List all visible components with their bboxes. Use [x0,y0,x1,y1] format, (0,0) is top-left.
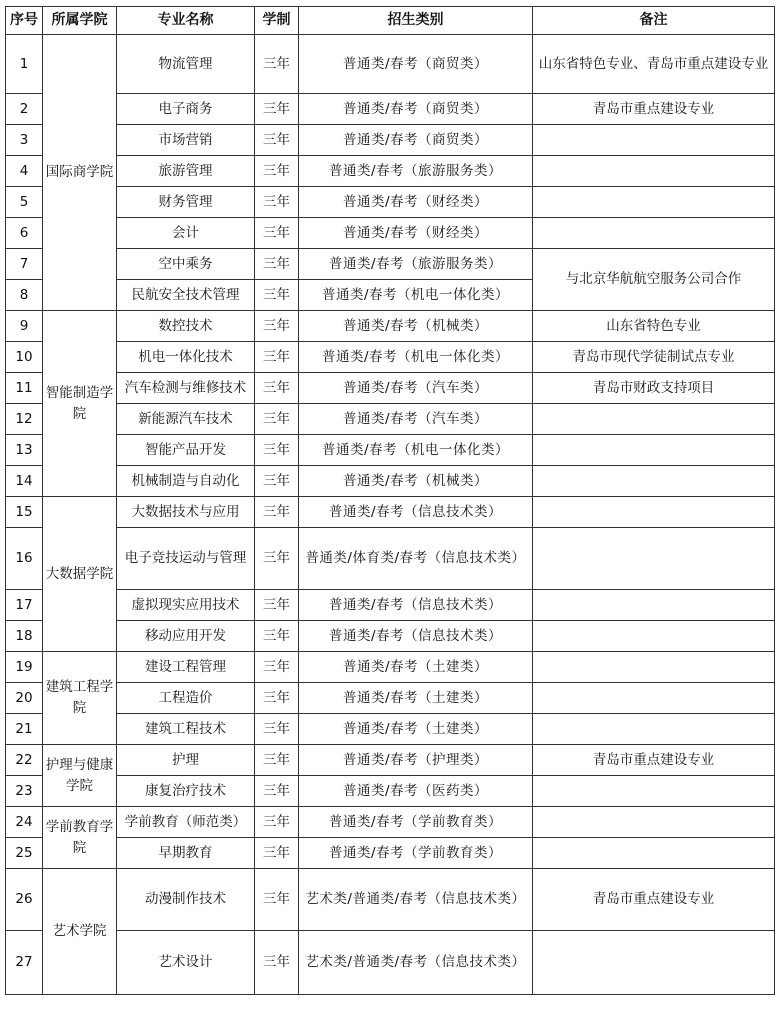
table-row [6,187,775,218]
major-name: 空中乘务 [117,249,255,280]
note: 青岛市重点建设专业 [533,94,775,125]
note [533,683,775,714]
table-row [6,94,775,125]
enrollment-category: 普通类/春考（商贸类） [299,94,533,125]
enrollment-category: 普通类/春考（土建类） [299,683,533,714]
duration: 三年 [255,745,299,776]
table-row [6,714,775,745]
major-name: 会计 [117,218,255,249]
row-number: 24 [6,807,43,838]
major-name: 数控技术 [117,311,255,342]
row-number: 12 [6,404,43,435]
note [533,714,775,745]
row-number: 21 [6,714,43,745]
row-number: 2 [6,94,43,125]
enrollment-category: 普通类/春考（医药类） [299,776,533,807]
enrollment-category: 艺术类/普通类/春考（信息技术类） [299,869,533,931]
table-row [6,652,775,683]
enrollment-category: 普通类/春考（机械类） [299,466,533,497]
enrollment-category: 普通类/春考（商贸类） [299,35,533,94]
major-name: 艺术设计 [117,931,255,995]
row-number: 11 [6,373,43,404]
table-row [6,35,775,94]
enrollment-category: 普通类/体育类/春考（信息技术类） [299,528,533,590]
major-name: 智能产品开发 [117,435,255,466]
duration: 三年 [255,838,299,869]
duration: 三年 [255,187,299,218]
enrollment-category: 普通类/春考（财经类） [299,187,533,218]
duration: 三年 [255,249,299,280]
enrollment-category: 普通类/春考（汽车类） [299,373,533,404]
note [533,621,775,652]
major-name: 护理 [117,745,255,776]
header-college: 所属学院 [43,7,117,35]
college-name: 护理与健康学院 [43,745,117,807]
note: 山东省特色专业、青岛市重点建设专业 [533,35,775,94]
duration: 三年 [255,94,299,125]
duration: 三年 [255,807,299,838]
table-row [6,373,775,404]
table-row [6,590,775,621]
duration: 三年 [255,776,299,807]
enrollment-category: 普通类/春考（信息技术类） [299,621,533,652]
note [533,156,775,187]
duration: 三年 [255,621,299,652]
row-number: 26 [6,869,43,931]
table-row [6,931,775,995]
majors-table [5,6,775,995]
duration: 三年 [255,156,299,187]
major-name: 建筑工程技术 [117,714,255,745]
row-number: 20 [6,683,43,714]
duration: 三年 [255,652,299,683]
row-number: 10 [6,342,43,373]
enrollment-category: 普通类/春考（学前教育类） [299,838,533,869]
table-row [6,218,775,249]
row-number: 7 [6,249,43,280]
note [533,187,775,218]
major-name: 移动应用开发 [117,621,255,652]
note [533,776,775,807]
duration: 三年 [255,342,299,373]
duration: 三年 [255,311,299,342]
enrollment-category: 普通类/春考（财经类） [299,218,533,249]
row-number: 8 [6,280,43,311]
table-row [6,342,775,373]
table-row [6,528,775,590]
note [533,466,775,497]
college-name: 建筑工程学院 [43,652,117,745]
note [533,218,775,249]
duration: 三年 [255,714,299,745]
college-name: 智能制造学院 [43,311,117,497]
major-name: 旅游管理 [117,156,255,187]
enrollment-category: 普通类/春考（旅游服务类） [299,249,533,280]
enrollment-category: 普通类/春考（护理类） [299,745,533,776]
note [533,404,775,435]
table-row [6,807,775,838]
enrollment-category: 普通类/春考（学前教育类） [299,807,533,838]
duration: 三年 [255,125,299,156]
table-row [6,497,775,528]
college-name: 国际商学院 [43,35,117,311]
enrollment-category: 普通类/春考（机械类） [299,311,533,342]
major-name: 学前教育（师范类） [117,807,255,838]
enrollment-category: 普通类/春考（信息技术类） [299,497,533,528]
note: 与北京华航航空服务公司合作 [533,249,775,311]
major-name: 康复治疗技术 [117,776,255,807]
row-number: 1 [6,35,43,94]
major-name: 早期教育 [117,838,255,869]
duration: 三年 [255,218,299,249]
major-name: 财务管理 [117,187,255,218]
row-number: 9 [6,311,43,342]
college-name: 大数据学院 [43,497,117,652]
table-row [6,621,775,652]
table-body [6,35,775,995]
table-row [6,745,775,776]
row-number: 18 [6,621,43,652]
major-name: 机电一体化技术 [117,342,255,373]
table-row [6,435,775,466]
note [533,807,775,838]
row-number: 19 [6,652,43,683]
header-major: 专业名称 [117,7,255,35]
row-number: 23 [6,776,43,807]
row-number: 25 [6,838,43,869]
major-name: 汽车检测与维修技术 [117,373,255,404]
major-name: 市场营销 [117,125,255,156]
note [533,838,775,869]
major-name: 电子竞技运动与管理 [117,528,255,590]
major-name: 虚拟现实应用技术 [117,590,255,621]
duration: 三年 [255,280,299,311]
note [533,497,775,528]
major-name: 动漫制作技术 [117,869,255,931]
header-category: 招生类别 [299,7,533,35]
note [533,652,775,683]
duration: 三年 [255,497,299,528]
major-name: 工程造价 [117,683,255,714]
row-number: 6 [6,218,43,249]
major-name: 建设工程管理 [117,652,255,683]
note [533,125,775,156]
enrollment-category: 普通类/春考（信息技术类） [299,590,533,621]
row-number: 14 [6,466,43,497]
major-name: 大数据技术与应用 [117,497,255,528]
major-name: 机械制造与自动化 [117,466,255,497]
row-number: 5 [6,187,43,218]
table-row [6,776,775,807]
row-number: 13 [6,435,43,466]
header-no: 序号 [6,7,43,35]
duration: 三年 [255,683,299,714]
duration: 三年 [255,466,299,497]
row-number: 16 [6,528,43,590]
table-row [6,404,775,435]
duration: 三年 [255,35,299,94]
duration: 三年 [255,373,299,404]
duration: 三年 [255,931,299,995]
table-row [6,683,775,714]
header-note: 备注 [533,7,775,35]
note [533,435,775,466]
note: 青岛市财政支持项目 [533,373,775,404]
note [533,528,775,590]
note: 山东省特色专业 [533,311,775,342]
table-row [6,125,775,156]
major-name: 电子商务 [117,94,255,125]
header-duration: 学制 [255,7,299,35]
major-name: 新能源汽车技术 [117,404,255,435]
enrollment-category: 普通类/春考（商贸类） [299,125,533,156]
major-name: 民航安全技术管理 [117,280,255,311]
table-row [6,869,775,931]
enrollment-category: 普通类/春考（机电一体化类） [299,342,533,373]
note: 青岛市重点建设专业 [533,745,775,776]
table-row [6,156,775,187]
enrollment-category: 普通类/春考（机电一体化类） [299,435,533,466]
note [533,931,775,995]
header-row [6,7,775,35]
duration: 三年 [255,435,299,466]
college-name: 学前教育学院 [43,807,117,869]
college-name: 艺术学院 [43,869,117,995]
duration: 三年 [255,590,299,621]
note [533,590,775,621]
table-row [6,311,775,342]
table-row [6,466,775,497]
duration: 三年 [255,528,299,590]
major-name: 物流管理 [117,35,255,94]
enrollment-category: 普通类/春考（机电一体化类） [299,280,533,311]
row-number: 22 [6,745,43,776]
table-row [6,838,775,869]
row-number: 15 [6,497,43,528]
enrollment-category: 普通类/春考（土建类） [299,652,533,683]
duration: 三年 [255,404,299,435]
enrollment-category: 普通类/春考（土建类） [299,714,533,745]
enrollment-category: 普通类/春考（旅游服务类） [299,156,533,187]
row-number: 4 [6,156,43,187]
enrollment-category: 普通类/春考（汽车类） [299,404,533,435]
note: 青岛市重点建设专业 [533,869,775,931]
note: 青岛市现代学徒制试点专业 [533,342,775,373]
enrollment-category: 艺术类/普通类/春考（信息技术类） [299,931,533,995]
row-number: 27 [6,931,43,995]
duration: 三年 [255,869,299,931]
row-number: 17 [6,590,43,621]
row-number: 3 [6,125,43,156]
table-row [6,249,775,280]
